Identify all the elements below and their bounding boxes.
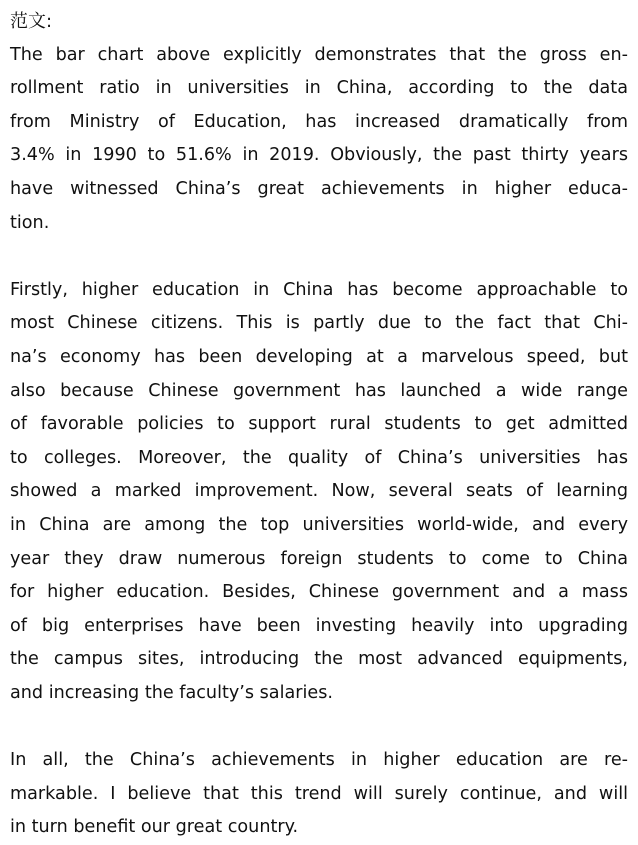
text-line: tion. xyxy=(10,212,50,233)
text-line: the campus sites, introducing the most advanced equipments, xyxy=(10,649,628,670)
text-line: in China are among the top universities world-wide, and every xyxy=(10,514,628,535)
essay-heading: 范文: xyxy=(10,11,53,32)
paragraph-2 xyxy=(10,274,628,711)
text-line: most Chinese citizens. This is partly due to the fact that Chi- xyxy=(10,313,628,334)
text-line: of big enterprises have been investing heavily into upgrading xyxy=(10,615,628,636)
text-line: In all, the China’s achievements in higher education are re- xyxy=(10,750,628,771)
text-line: Firstly, higher education in China has become approachable to xyxy=(10,279,628,300)
text-line: in turn benefit our great country. xyxy=(10,817,299,838)
text-line: na’s economy has been developing at a marvelous speed, but xyxy=(10,346,628,367)
text-line: and increasing the faculty’s salaries. xyxy=(10,682,333,703)
text-line: also because Chinese government has launched a wide range xyxy=(10,380,628,401)
essay-document xyxy=(10,5,628,845)
text-line: of favorable policies to support rural students to get admitted xyxy=(10,414,628,435)
paragraph-3 xyxy=(10,744,628,845)
text-line: 3.4% in 1990 to 51.6% in 2019. Obviously, the past thirty years xyxy=(10,145,628,166)
text-line: markable. I believe that this trend will surely continue, and will xyxy=(10,783,628,804)
text-line: for higher education. Besides, Chinese government and a mass xyxy=(10,582,628,603)
text-line: rollment ratio in universities in China, according to the data xyxy=(10,78,628,99)
paragraph-gap xyxy=(10,240,628,274)
text-line: have witnessed China’s great achievements in higher educa- xyxy=(10,178,628,199)
text-line: The bar chart above explicitly demonstrates that the gross en- xyxy=(10,44,628,65)
text-line: from Ministry of Education, has increased dramatically from xyxy=(10,111,628,132)
text-line: year they draw numerous foreign students to come to China xyxy=(10,548,628,569)
paragraph-1 xyxy=(10,39,628,241)
text-line: to colleges. Moreover, the quality of China’s universities has xyxy=(10,447,628,468)
text-line: showed a marked improvement. Now, several seats of learning xyxy=(10,481,628,502)
paragraph-gap xyxy=(10,710,628,744)
